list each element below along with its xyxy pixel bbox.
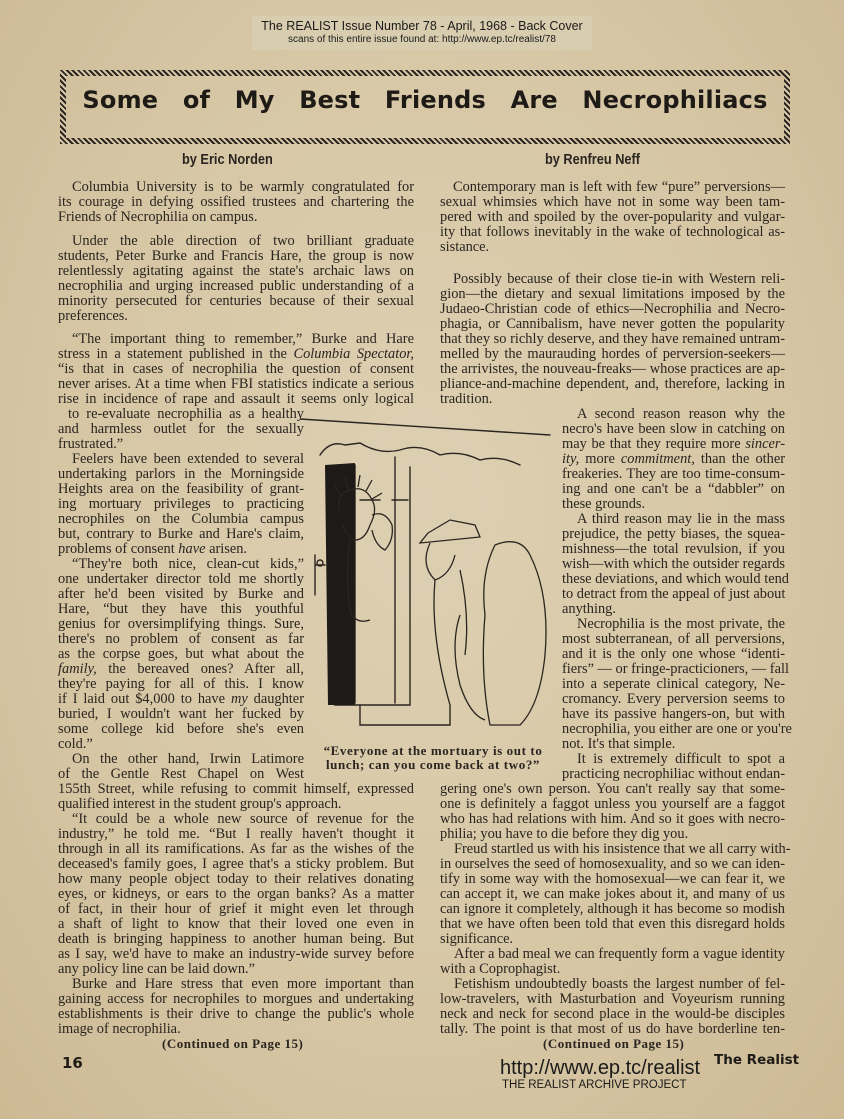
text-line: pered with and spoiled by the over-popularity and vulgar-: [440, 209, 785, 225]
text-line: and it is the only one whose “identi-: [562, 646, 785, 662]
text-line: sistance.: [440, 239, 490, 255]
text-line: pliance-and-machine dependent, and, therefore, lacking in: [440, 376, 785, 392]
text-line: A second reason reason why the: [577, 406, 785, 422]
text-line: Freud startled us with his insistence that we all carry with-: [454, 841, 791, 857]
article-title: Some of My Best Friends Are Necrophiliacs: [82, 86, 768, 114]
caption-line-2: lunch; can you come back at two?”: [325, 757, 541, 772]
cartoon-illustration: [300, 415, 555, 745]
text-line: Necrophilia is the most private, the: [577, 616, 785, 632]
text-line: ity that follows inevitably in the wake of technological as-: [440, 224, 785, 240]
publication-name: Columbia Spectator,: [293, 346, 415, 362]
text-line: A third reason may lie in the mass: [577, 511, 785, 527]
banner-url: scans of this entire issue found at: http://www.ep.tc/realist/78: [288, 34, 556, 45]
building-outline: [320, 443, 520, 465]
corpse-hands: [372, 514, 392, 550]
door-step: [360, 705, 450, 725]
text-line: practicing necrophiliac without endan-: [562, 766, 785, 782]
text-line: not. It's that simple.: [562, 736, 676, 752]
caption-line-1: “Everyone at the mortuary is out to: [323, 743, 543, 758]
continued-note-right: (Continued on Page 15): [543, 1036, 685, 1051]
text-line: qualified interest in the student group's approach.: [58, 796, 342, 812]
cartoon-caption: [308, 744, 558, 772]
sheet-drape: [455, 615, 485, 720]
text-line: wish—with which the outsider regards: [562, 556, 786, 572]
text-line: Heights area on the feasibility of grant-: [58, 481, 304, 497]
text-line: Contemporary man is left with few “pure” perversions—: [453, 179, 785, 195]
text-line: necrophilia and urging increased public understanding of a: [58, 278, 414, 294]
text-line: neck and neck for second place in the would-be disciples: [440, 1006, 785, 1022]
text-line: fiers” — or fringe-practicioners, — fall: [562, 661, 789, 677]
text-line: Judaeo-Christian code of ethics—Necrophilia and Necro-: [440, 301, 785, 317]
archive-url[interactable]: http://www.ep.tc/realist: [500, 1057, 701, 1079]
text-line: these deviations, and which would tend: [562, 571, 790, 587]
door-planks: [355, 457, 395, 703]
text-line: death is bringing happiness to another human being. But: [58, 931, 414, 947]
text-line: cromancy. Every perversion seems to: [562, 691, 785, 707]
text-line: Possibly because of their close tie-in with Western reli-: [453, 271, 785, 287]
text-line: if I laid out $4,000 to have my daughter: [58, 691, 304, 707]
visitor-hat: [420, 520, 480, 543]
text-line: establishments is their drive to change the public's whole: [58, 1006, 414, 1022]
text-line: that they so richly deserve, and they have remained untram-: [440, 331, 785, 347]
text-line: phagia, or Cannibalism, have never gotten the popularity: [440, 316, 785, 332]
text-line: but, contrary to Burke and Hare's claim,: [58, 526, 304, 542]
text-line: minority persecuted for centuries because of their sexual: [58, 293, 414, 309]
text-line: have its passive hangers-on, but with: [562, 706, 785, 722]
text-line: “It could be a whole new source of revenue for the: [72, 811, 414, 827]
text-line: one undertaker director told me shortly: [58, 571, 304, 587]
text-line: deceased's family goes, I agree that's a sticky problem. But: [58, 856, 414, 872]
text-line: any policy line can be laid down.”: [58, 961, 256, 977]
text-line: there's no problem of consent as far: [58, 631, 304, 647]
text-line: eyes, or kidneys, or ears to the organ banks? As a matter: [58, 886, 414, 902]
text-line: Friends of Necrophilia on campus.: [58, 209, 258, 225]
text-line: one is definitely a faggot unless you yourself are a faggot: [440, 796, 785, 812]
text-line: frustrated.”: [58, 436, 124, 452]
text-line: necro's have been slow in catching on: [562, 421, 785, 437]
byline-right: by Renfreu Neff: [545, 152, 641, 168]
text-line: a shaft of light to know that their loved one even in: [58, 916, 414, 932]
text-line: melled by the maurauding hordes of perversion-seekers—: [440, 346, 785, 362]
text-line: freakeries. They are too time-consum-: [562, 466, 785, 482]
text-line: may be that they require more sincer-: [562, 436, 785, 452]
text-line: with a Coprophagist.: [440, 961, 561, 977]
continued-note-left: (Continued on Page 15): [162, 1036, 304, 1051]
text-line: gaining access for necrophiles to morgues and undertaking: [58, 991, 414, 1007]
text-line: Burke and Hare stress that even more important than: [72, 976, 414, 992]
text-line: to re-evaluate necrophilia as a healthy: [68, 406, 304, 422]
text-line: never arises. At a time when FBI statistics indicate a serious: [58, 376, 414, 392]
text-line: after he'd been visited by Burke and: [58, 586, 304, 602]
text-line: ing and one can't be a “dabbler” on: [562, 481, 785, 497]
visitor-coat: [434, 570, 467, 705]
text-line: into a seperate clinical category, Ne-: [562, 676, 785, 692]
archive-banner: [252, 16, 592, 50]
text-line: rise in incidence of rape and assault it seems only logical: [58, 391, 414, 407]
text-line: low-travelers, with Masturbation and Voyeurism running: [440, 991, 785, 1007]
text-line: prejudice, the petty biases, the squea-: [562, 526, 785, 542]
text-line: ity, more commitment, than the other: [562, 451, 786, 467]
text-line: and harmless outlet for the sexually: [58, 421, 304, 437]
text-line: After a bad meal we can frequently form a vague identity: [454, 946, 785, 962]
text-line: Columbia University is to be warmly congratulated for: [72, 179, 414, 195]
byline-left: by Eric Norden: [182, 152, 273, 168]
text-line: “is that in cases of necrophilia the question of consent: [58, 361, 414, 377]
magazine-name: The Realist: [714, 1052, 800, 1068]
text-line: as the corpse goes, but what about the: [58, 646, 304, 662]
text-line: ing mortuary privileges to practicing: [58, 496, 304, 512]
text-line: mishness—the total revulsion, if you: [562, 541, 785, 557]
text-line: that we have often been told that even this disregard holds: [440, 916, 785, 932]
text-line: its courage in defying ossified trustees and chartering the: [58, 194, 414, 210]
banner-title: The REALIST Issue Number 78 - April, 1968 - Back Cover: [261, 19, 583, 33]
text-line: Under the able direction of two brilliant graduate: [72, 233, 414, 249]
second-visitor: [483, 542, 546, 725]
text-line: cold.”: [58, 736, 93, 752]
text-line: problems of consent have arisen.: [58, 541, 248, 557]
text-line: buried, I wouldn't want her fucked by: [58, 706, 304, 722]
text-line: some college kid before she's even: [58, 721, 304, 737]
text-line: “They're both nice, clean-cut kids,”: [72, 556, 304, 572]
text-line: as I say, we'd have to make an industry-wide survey before: [58, 946, 414, 962]
text-line: It is extremely difficult to spot a: [577, 751, 785, 767]
text-line: of the Gentle Rest Chapel on West: [58, 766, 304, 782]
text-line: Hare, “but they have this youthful: [58, 601, 304, 617]
text-line: sexual whimsies which have not in some way been tam-: [440, 194, 785, 210]
text-line: stress in a statement published in the Columbia Spectator,: [58, 346, 415, 362]
text-line: anything.: [562, 601, 616, 617]
text-line: through in all its ramifications. As far as the wishes of the: [58, 841, 414, 857]
page-number: 16: [62, 1054, 83, 1072]
text-line: Fetishism undoubtedly boasts the largest number of fel-: [454, 976, 785, 992]
text-line: industry,” he told me. “But I really haven't thought it: [58, 826, 414, 842]
text-line: undertaking parlors in the Morningside: [58, 466, 304, 482]
text-line: tify in some way with the homosexual—we can fear it, we: [440, 871, 785, 887]
text-line: necrophilia, you either are one or you're: [562, 721, 792, 737]
roof-line: [300, 419, 550, 435]
text-line: relentlessly agitating against the state's archaic laws on: [58, 263, 414, 279]
text-line: of fact, in their hour of grief it might even let through: [58, 901, 414, 917]
doorbell: [315, 555, 325, 595]
text-line: tally. The point is that most of us do have borderline ten-: [440, 1021, 785, 1037]
text-line: necrophiles on the Columbia campus: [58, 511, 304, 527]
text-line: image of necrophilia.: [58, 1021, 181, 1037]
text-line: philia; you have to die before they dig you.: [440, 826, 689, 842]
text-line: they're paying for all of this. I know: [58, 676, 304, 692]
text-line: preferences.: [58, 308, 128, 324]
visitor-face: [426, 543, 455, 580]
text-line: who has had relations with him. And so it goes with necro-: [440, 811, 785, 827]
text-line: to detract from the appeal of just about: [562, 586, 786, 602]
text-line: how many people object today to their relatives donating: [58, 871, 414, 887]
text-line: On the other hand, Irwin Latimore: [72, 751, 304, 767]
text-line: Feelers have been extended to several: [72, 451, 304, 467]
text-line: “The important thing to remember,” Burke and Hare: [72, 331, 414, 347]
text-line: tradition.: [440, 391, 493, 407]
text-line: gering one's own person. You can't really say that some-: [440, 781, 785, 797]
text-line: family, the bereaved ones? After all,: [58, 661, 304, 677]
text-line: most subterranean, of all perversions,: [562, 631, 785, 647]
text-line: these grounds.: [562, 496, 646, 512]
text-line: can ignore it completely, although it has become so modish: [440, 901, 785, 917]
text-line: in ourselves the seed of homosexuality, and so we can iden-: [440, 856, 785, 872]
text-line: 155th Street, while refusing to commit himself, expressed: [58, 781, 414, 797]
archive-project-name: THE REALIST ARCHIVE PROJECT: [502, 1079, 687, 1091]
text-line: students, Peter Burke and Francis Hare, the group is now: [58, 248, 414, 264]
text-line: can accept it, we can make jokes about it, and many of us: [440, 886, 785, 902]
text-line: significance.: [440, 931, 514, 947]
text-line: genius for oversimplifying things. Sure,: [58, 616, 304, 632]
text-line: gion—the dietary and sexual limitations imposed by the: [440, 286, 785, 302]
text-line: the arrivistes, the nouveau-freaks— whose practices are ap-: [440, 361, 785, 377]
